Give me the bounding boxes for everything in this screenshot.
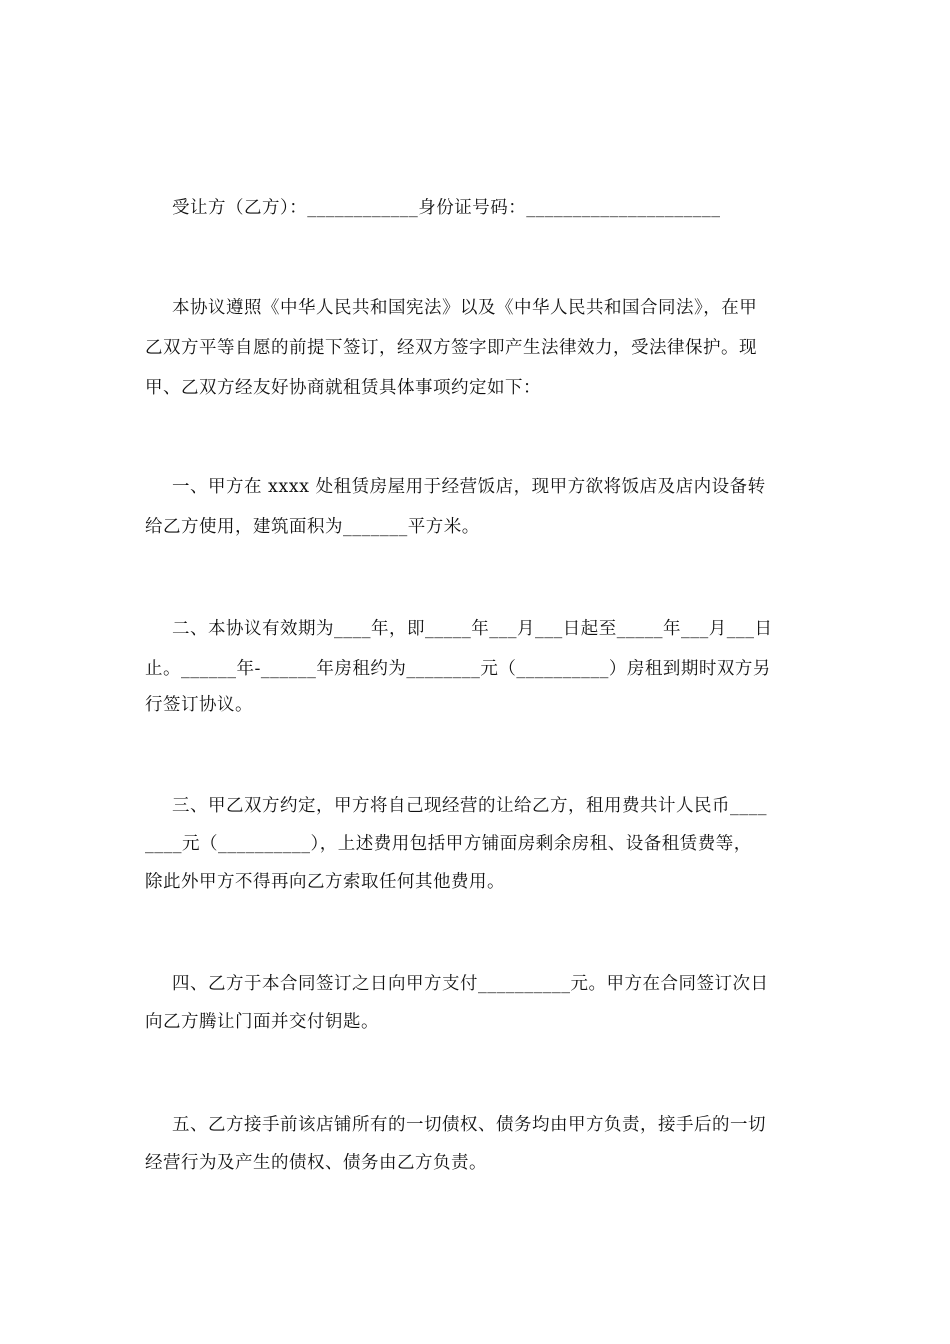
clause-4-line-2: 向乙方腾让门面并交付钥匙。 <box>145 1012 379 1032</box>
clause-4-line-1: 四、乙方于本合同签订之日向甲方支付__________元。甲方在合同签订次日 <box>172 974 769 994</box>
clause-3-line-1: 三、甲乙双方约定，甲方将自己现经营的让给乙方，租用费共计人民币____ <box>172 796 767 816</box>
clause-1-line-2: 给乙方使用，建筑面积为_______平方米。 <box>145 517 480 537</box>
clause-5-line-2: 经营行为及产生的债权、债务由乙方负责。 <box>145 1153 487 1173</box>
preamble-line-2: 乙双方平等自愿的前提下签订，经双方签字即产生法律效力，受法律保护。现 <box>145 338 757 358</box>
clause-3-line-3: 除此外甲方不得再向乙方索取任何其他费用。 <box>145 872 505 892</box>
clause-2-line-2: 止。______年-______年房租约为________元（__________）房租到期时双方另 <box>145 659 771 679</box>
clause-1-line-1: 一、甲方在 xxxx 处租赁房屋用于经营饭店，现甲方欲将饭店及店内设备转 <box>172 477 766 497</box>
clause-3-line-2: ____元（__________），上述费用包括甲方铺面房剩余房租、设备租赁费等， <box>145 834 752 854</box>
preamble-line-1: 本协议遵照《中华人民共和国宪法》以及《中华人民共和国合同法》，在甲 <box>172 298 758 318</box>
clause-2-line-1: 二、本协议有效期为____年，即_____年___月___日起至_____年___月___日 <box>172 619 773 639</box>
preamble-line-3: 甲、乙双方经友好协商就租赁具体事项约定如下： <box>145 378 541 398</box>
clause-2-line-3: 行签订协议。 <box>145 695 253 715</box>
clause-5-line-1: 五、乙方接手前该店铺所有的一切债权、债务均由甲方负责，接手后的一切 <box>172 1115 766 1135</box>
transferee-line: 受让方（乙方）：____________身份证号码：_____________________ <box>172 198 721 218</box>
